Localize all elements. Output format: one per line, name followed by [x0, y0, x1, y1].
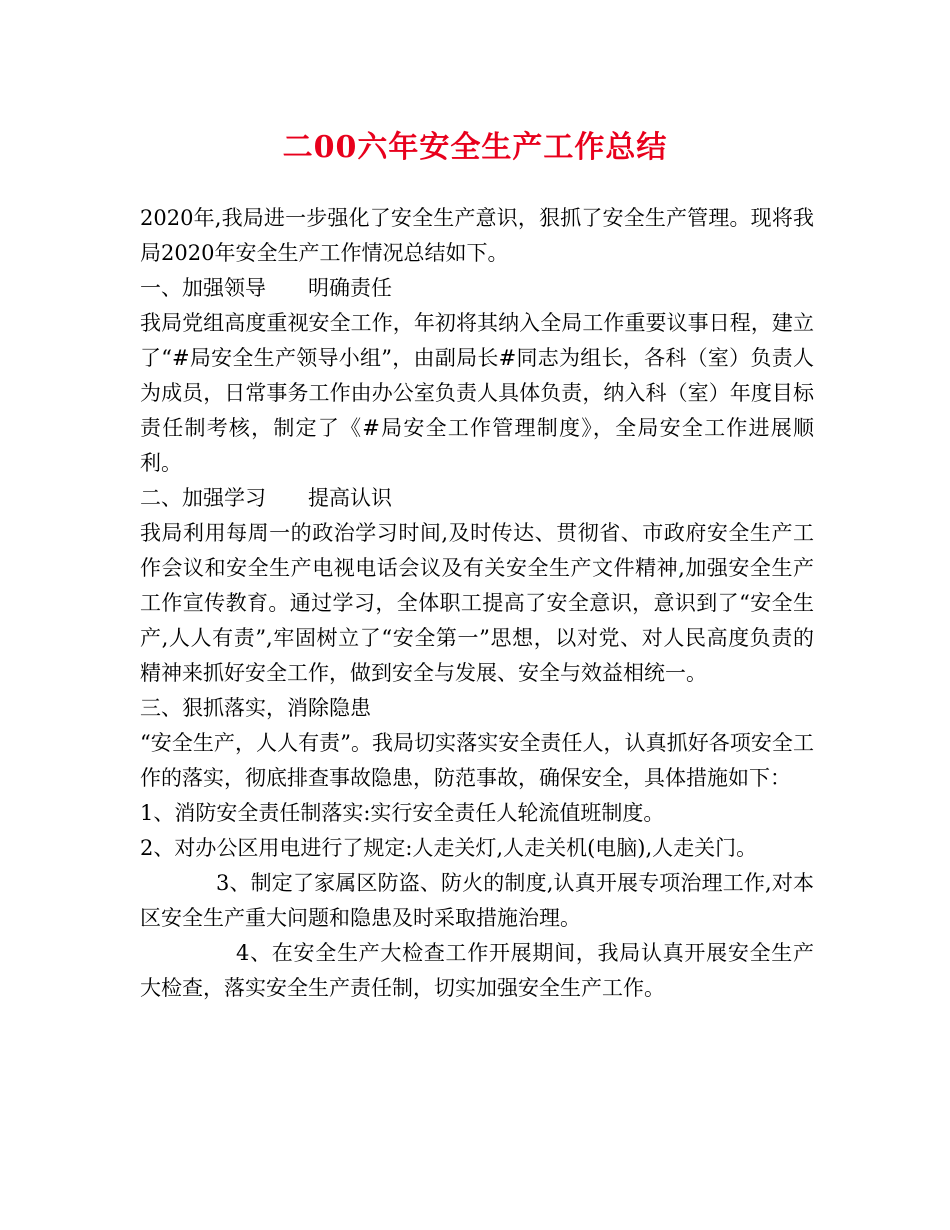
section-heading-1: 一、加强领导 明确责任	[140, 276, 392, 300]
measure-item-4: 4、在安全生产大检查工作开展期间，我局认真开展安全生产大检查，落实安全生产责任制，切实加强安全生产工作。	[140, 941, 814, 1000]
section-3-paragraph: “安全生产，人人有责”。我局切实落实安全责任人，认真抓好各项安全工作的落实，彻底排查事故隐患，防范事故，确保安全，具体措施如下：	[140, 731, 814, 790]
section-heading-2: 二、加强学习 提高认识	[140, 486, 392, 510]
measure-item-3: 3、制定了家属区防盗、防火的制度,认真开展专项治理工作,对本区安全生产重大问题和隐患及时采取措施治理。	[140, 871, 814, 930]
measure-item-2: 2、对办公区用电进行了规定:人走关灯,人走关机(电脑),人走关门。	[140, 836, 758, 860]
document-body	[140, 201, 814, 1006]
section-heading-3: 三、狠抓落实，消除隐患	[140, 696, 371, 720]
intro-paragraph: 2020年,我局进一步强化了安全生产意识，狠抓了安全生产管理。现将我局2020年安全生产工作情况总结如下。	[140, 206, 814, 265]
document-title: 二00六年安全生产工作总结	[282, 130, 668, 165]
section-1-paragraph: 我局党组高度重视安全工作，年初将其纳入全局工作重要议事日程，建立了“#局安全生产领导小组”，由副局长#同志为组长，各科（室）负责人为成员，日常事务工作由办公室负责人具体负责，纳入科（室）年度目标责任制考核，制定了《#局安全工作管理制度》，全局安全工作进展顺利。	[140, 311, 814, 475]
measure-item-1: 1、消防安全责任制落实:实行安全责任人轮流值班制度。	[140, 801, 665, 825]
section-2-paragraph: 我局利用每周一的政治学习时间,及时传达、贯彻省、市政府安全生产工作会议和安全生产电视电话会议及有关安全生产文件精神,加强安全生产工作宣传教育。通过学习，全体职工提高了安全意识，意识到了“安全生产,人人有责”,牢固树立了“安全第一”思想，以对党、对人民高度负责的精神来抓好安全工作，做到安全与发展、安全与效益相统一。	[140, 521, 814, 685]
